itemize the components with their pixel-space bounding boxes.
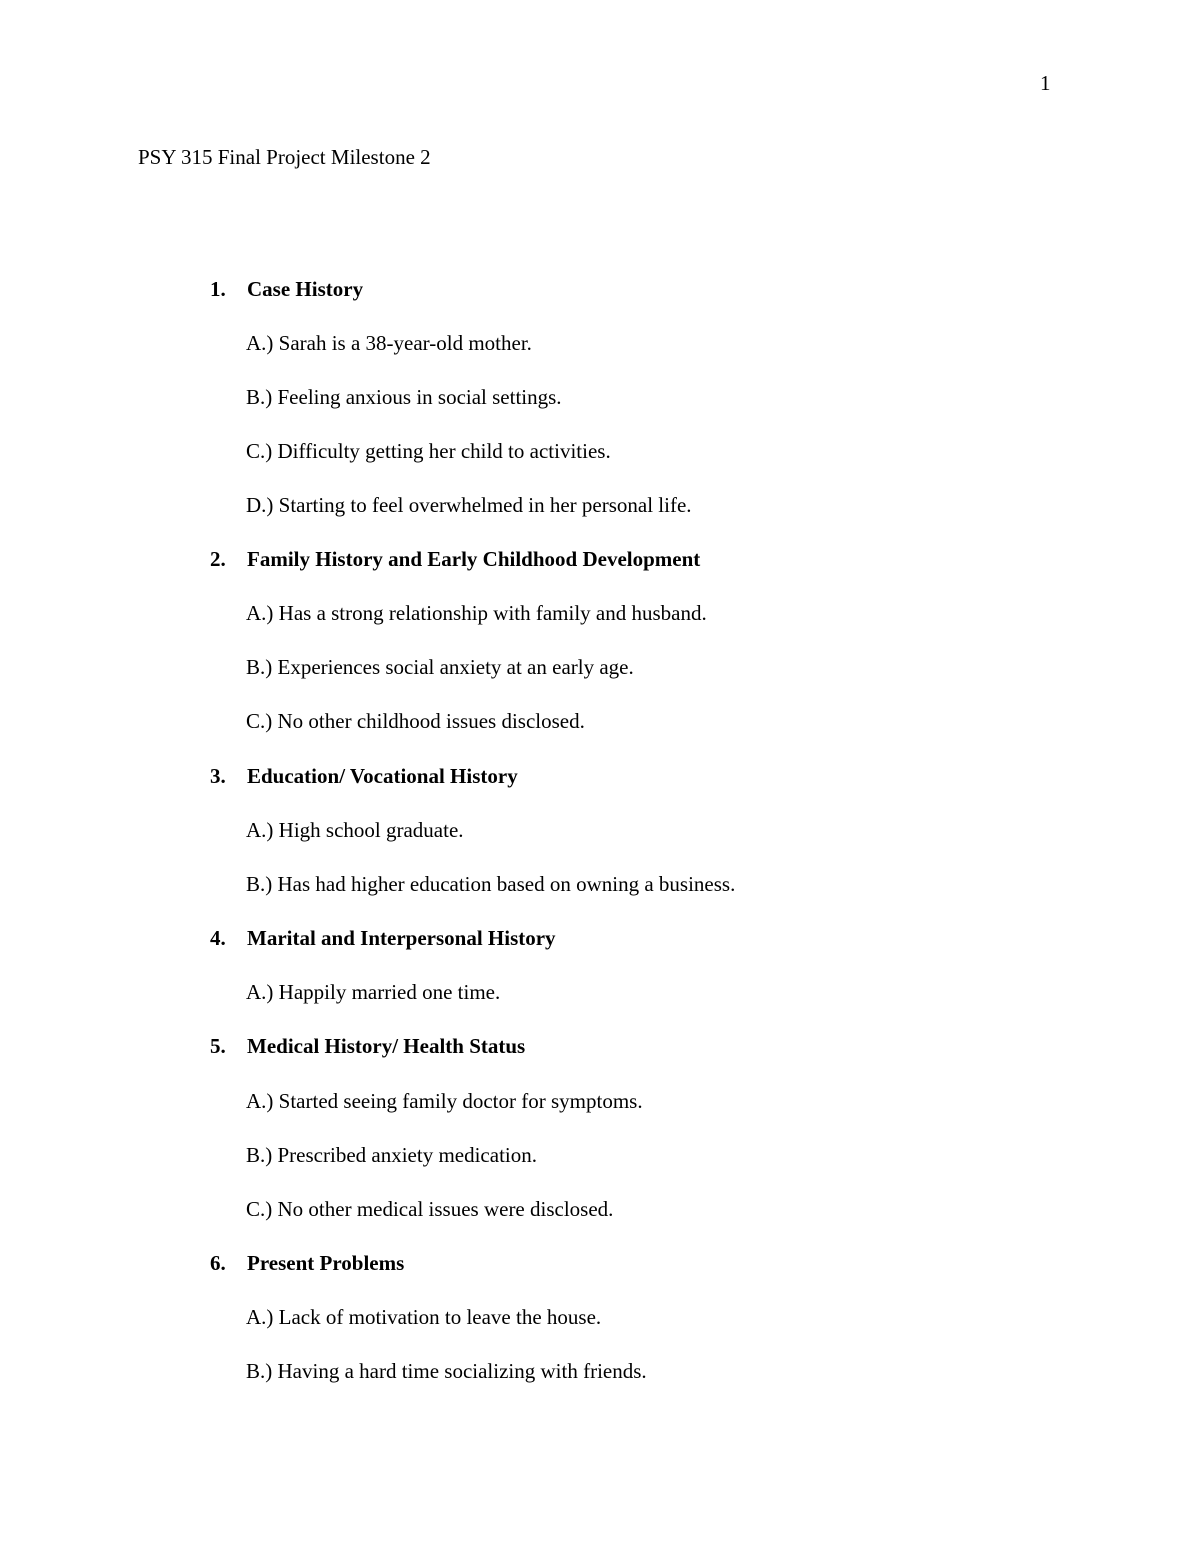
list-item: A.) Sarah is a 38-year-old mother. bbox=[246, 331, 532, 355]
section-heading-medical-history bbox=[210, 1031, 525, 1061]
section-title: Case History bbox=[247, 277, 364, 301]
section-number: 3. bbox=[210, 764, 226, 788]
section-heading-family-history bbox=[210, 544, 700, 574]
section-number: 6. bbox=[210, 1251, 226, 1275]
section-heading-marital-history bbox=[210, 923, 556, 953]
list-item: C.) Difficulty getting her child to activities. bbox=[246, 439, 611, 463]
list-item: A.) Happily married one time. bbox=[246, 980, 501, 1004]
section-heading-case-history bbox=[210, 274, 363, 304]
list-item: D.) Starting to feel overwhelmed in her personal life. bbox=[246, 493, 692, 517]
section-heading-education-history bbox=[210, 761, 518, 791]
section-title: Medical History/ Health Status bbox=[247, 1034, 526, 1058]
section-title: Family History and Early Childhood Development bbox=[247, 547, 701, 571]
list-item: B.) Having a hard time socializing with friends. bbox=[246, 1359, 647, 1383]
section-title: Present Problems bbox=[247, 1251, 405, 1275]
list-item: A.) Has a strong relationship with family and husband. bbox=[246, 601, 707, 625]
page-number: 1 bbox=[1040, 71, 1051, 95]
list-item: C.) No other childhood issues disclosed. bbox=[246, 709, 585, 733]
section-heading-present-problems bbox=[210, 1248, 404, 1278]
list-item: B.) Has had higher education based on owning a business. bbox=[246, 872, 736, 896]
section-title: Marital and Interpersonal History bbox=[247, 926, 556, 950]
section-number: 2. bbox=[210, 547, 226, 571]
list-item: B.) Prescribed anxiety medication. bbox=[246, 1143, 537, 1167]
list-item: A.) Started seeing family doctor for symptoms. bbox=[246, 1089, 643, 1113]
section-number: 1. bbox=[210, 277, 226, 301]
list-item: C.) No other medical issues were disclosed. bbox=[246, 1197, 614, 1221]
list-item: B.) Feeling anxious in social settings. bbox=[246, 385, 562, 409]
section-number: 4. bbox=[210, 926, 226, 950]
list-item: A.) High school graduate. bbox=[246, 818, 464, 842]
list-item: A.) Lack of motivation to leave the house. bbox=[246, 1305, 602, 1329]
list-item: B.) Experiences social anxiety at an early age. bbox=[246, 655, 634, 679]
section-number: 5. bbox=[210, 1034, 226, 1058]
section-title: Education/ Vocational History bbox=[247, 764, 518, 788]
page-title: PSY 315 Final Project Milestone 2 bbox=[138, 145, 431, 169]
